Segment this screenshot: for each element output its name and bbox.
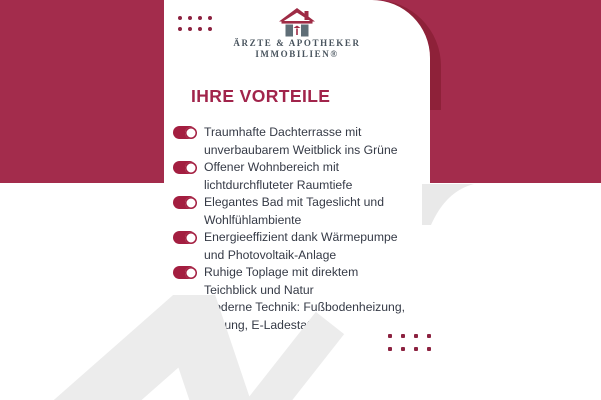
grey-corner-shape (422, 183, 478, 227)
benefit-text: Elegantes Bad mit Tageslicht und Wohlfühlambiente (204, 195, 384, 227)
list-item (173, 299, 423, 334)
benefit-text: Energieeffizient dank Wärmepumpe und Photovoltaik-Anlage (204, 230, 398, 262)
benefits-list (173, 124, 423, 334)
house-icon (279, 8, 315, 38)
list-item (173, 264, 423, 299)
brand-name-line2: IMMOBILIEN® (255, 49, 339, 59)
toggle-on-icon (173, 126, 196, 139)
brand-logo (164, 8, 430, 60)
toggle-on-icon (173, 161, 196, 174)
brand-name-line1: ÄRZTE & APOTHEKER (233, 38, 361, 48)
benefit-text: Ruhige Toplage mit direktem Teichblick und Natur (204, 265, 359, 297)
content-card (164, 0, 430, 400)
list-item (173, 124, 423, 159)
toggle-on-icon (173, 266, 196, 279)
list-item (173, 159, 423, 194)
dots-grid-bottom-right-icon (388, 334, 431, 351)
toggle-on-icon (173, 196, 196, 209)
benefit-text: Moderne Technik: Fußbodenheizung, Lüftung, E-Ladestation (204, 300, 405, 332)
benefit-text: Offener Wohnbereich mit lichtdurchfluteter Raumtiefe (204, 160, 353, 192)
toggle-on-icon (173, 301, 196, 314)
list-item (173, 229, 423, 264)
page-title: IHRE VORTEILE (191, 86, 331, 106)
list-item (173, 194, 423, 229)
benefit-text: Traumhafte Dachterrasse mit unverbaubarem Weitblick ins Grüne (204, 125, 398, 157)
toggle-on-icon (173, 231, 196, 244)
